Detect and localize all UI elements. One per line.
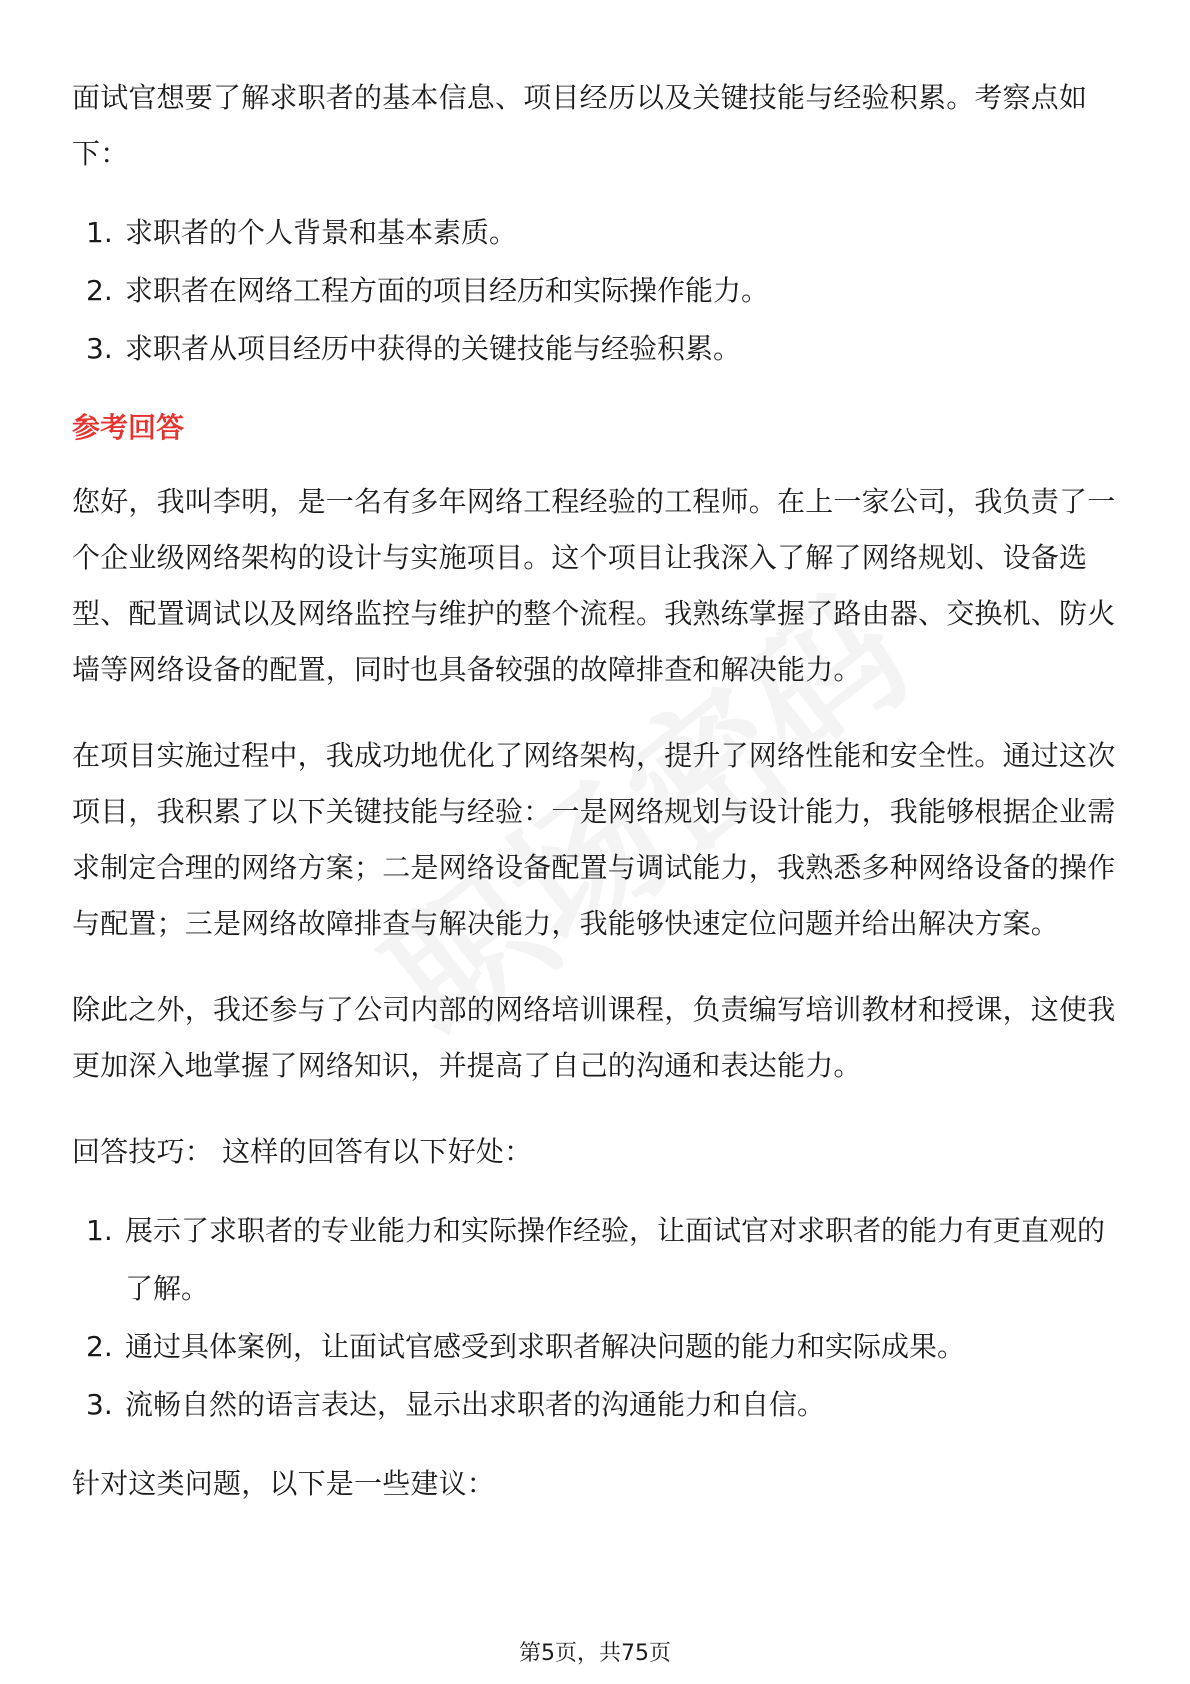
list-item-text: 求职者在网络工程方面的项目经历和实际操作能力。	[125, 274, 770, 307]
document-page	[72, 70, 1122, 1542]
list-number: 2.	[86, 274, 113, 307]
tips-intro: 回答技巧： 这样的回答有以下好处：	[72, 1135, 533, 1168]
list-item-text: 通过具体案例，让面试官感受到求职者解决问题的能力和实际成果。	[125, 1330, 966, 1363]
list-item	[72, 1202, 1122, 1318]
list-item-text: 求职者从项目经历中获得的关键技能与经验积累。	[125, 332, 742, 365]
suggestions-intro: 针对这类问题，以下是一些建议：	[72, 1467, 496, 1500]
list-item	[72, 320, 1122, 378]
list-number: 1.	[86, 216, 113, 249]
list-item-text: 流畅自然的语言表达，显示出求职者的沟通能力和自信。	[125, 1388, 826, 1421]
list-item	[72, 1376, 1122, 1434]
answer-paragraph-3: 除此之外，我还参与了公司内部的网络培训课程，负责编写培训教材和授课，这使我更加深入地掌握了网络知识，并提高了自己的沟通和表达能力。	[72, 993, 1116, 1082]
list-number: 1.	[86, 1214, 113, 1247]
answer-paragraph-1: 您好，我叫李明，是一名有多年网络工程经验的工程师。在上一家公司，我负责了一个企业级网络架构的设计与实施项目。这个项目让我深入了解了网络规划、设备选型、配置调试以及网络监控与维护的整个流程。我熟练掌握了路由器、交换机、防火墙等网络设备的配置，同时也具备较强的故障排查和解决能力。	[72, 485, 1116, 686]
tips-list	[72, 1202, 1122, 1434]
list-item	[72, 1318, 1122, 1376]
page-footer: 第5页，共75页	[519, 1641, 671, 1666]
reference-answer-heading: 参考回答	[72, 411, 185, 444]
intro-paragraph: 面试官想要了解求职者的基本信息、项目经历以及关键技能与经验积累。考察点如下：	[72, 81, 1088, 170]
list-number: 2.	[86, 1330, 113, 1363]
exam-points-list	[72, 204, 1122, 378]
list-item-text: 求职者的个人背景和基本素质。	[125, 216, 518, 249]
list-item-text: 展示了求职者的专业能力和实际操作经验，让面试官对求职者的能力有更直观的了解。	[125, 1214, 1106, 1305]
list-item	[72, 204, 1122, 262]
list-number: 3.	[86, 1388, 113, 1421]
list-number: 3.	[86, 332, 113, 365]
list-item	[72, 262, 1122, 320]
answer-paragraph-2: 在项目实施过程中，我成功地优化了网络架构，提升了网络性能和安全性。通过这次项目，我积累了以下关键技能与经验：一是网络规划与设计能力，我能够根据企业需求制定合理的网络方案；二是网络设备配置与调试能力，我熟悉多种网络设备的操作与配置；三是网络故障排查与解决能力，我能够快速定位问题并给出解决方案。	[72, 739, 1116, 940]
